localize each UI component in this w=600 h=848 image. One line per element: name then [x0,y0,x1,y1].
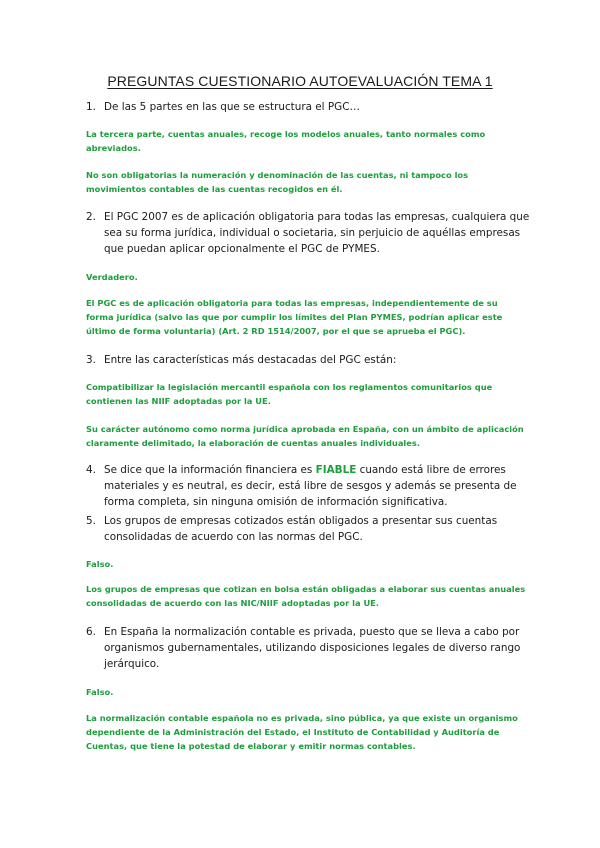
question-2 [86,209,534,257]
page-title: PREGUNTAS CUESTIONARIO AUTOEVALUACIÓN TEMA 1 [107,73,493,89]
answer-6b: La normalización contable española no es privada, sino pública, ya que existe un organismo dependiente de la Administración del Estado, el Instituto de Contabilidad y Auditoría de Cuentas, que tiene la potestad de elaborar y emitir normas contables. [86,713,518,751]
answer-1a: La tercera parte, cuentas anuales, recoge los modelos anuales, tanto normales como abreviados. [86,129,486,153]
question-number: 6. [86,626,96,638]
question-text-after: cuando está libre de errores materiales y es neutral, es decir, está libre de sesgos y además se presenta de forma completa, sin ninguna omisión de información significativa. [104,464,517,508]
question-text-before: Se dice que la información financiera es [104,464,316,476]
question-5 [86,513,534,545]
question-text: Los grupos de empresas cotizados están obligados a presentar sus cuentas consolidadas de acuerdo con las normas del PGC. [104,515,498,543]
question-number: 4. [86,464,96,476]
question-number: 2. [86,211,96,223]
question-text: El PGC 2007 es de aplicación obligatoria para todas las empresas, cualquiera que sea su forma jurídica, individual o societaria, sin perjuicio de aquéllas empresas que puedan aplicar opcionalmente el PGC de PYMES. [104,211,530,255]
answer-2a: Verdadero. [86,272,138,282]
highlight-term: FIABLE [315,464,357,476]
answer-1b: No son obligatorias la numeración y denominación de las cuentas, ni tampoco los movimientos contables de las cuentas recogidos en él. [86,170,469,194]
question-4 [86,462,534,510]
question-text: Entre las características más destacadas del PGC están: [104,354,397,366]
question-6 [86,624,534,672]
question-1 [86,99,534,115]
answer-3b: Su carácter autónomo como norma jurídica aprobada en España, con un ámbito de aplicación claramente delimitado, la elaboración de cuentas anuales individuales. [86,424,524,448]
question-number: 1. [86,101,96,113]
question-3 [86,352,534,368]
question-number: 3. [86,354,96,366]
answer-6a: Falso. [86,687,114,697]
question-number: 5. [86,515,96,527]
answer-3a: Compatibilizar la legislación mercantil española con los reglamentos comunitarios que contienen las NIIF adoptadas por la UE. [86,382,493,406]
question-text: De las 5 partes en las que se estructura el PGC… [104,101,360,113]
question-text: En España la normalización contable es privada, puesto que se lleva a cabo por organismos gubernamentales, utilizando disposiciones legales de diverso rango jerárquico. [104,626,521,670]
answer-5b: Los grupos de empresas que cotizan en bolsa están obligadas a elaborar sus cuentas anuales consolidadas de acuerdo con las NIC/NIIF adoptadas por la UE. [86,584,526,608]
answer-2b: El PGC es de aplicación obligatoria para todas las empresas, independientemente de su forma jurídica (salvo las que por cumplir los límites del Plan PYMES, podrían aplicar este último de forma voluntaria) (Art. 2 RD 1514/2007, por el que se aprueba el PGC). [86,298,503,336]
answer-5a: Falso. [86,559,114,569]
